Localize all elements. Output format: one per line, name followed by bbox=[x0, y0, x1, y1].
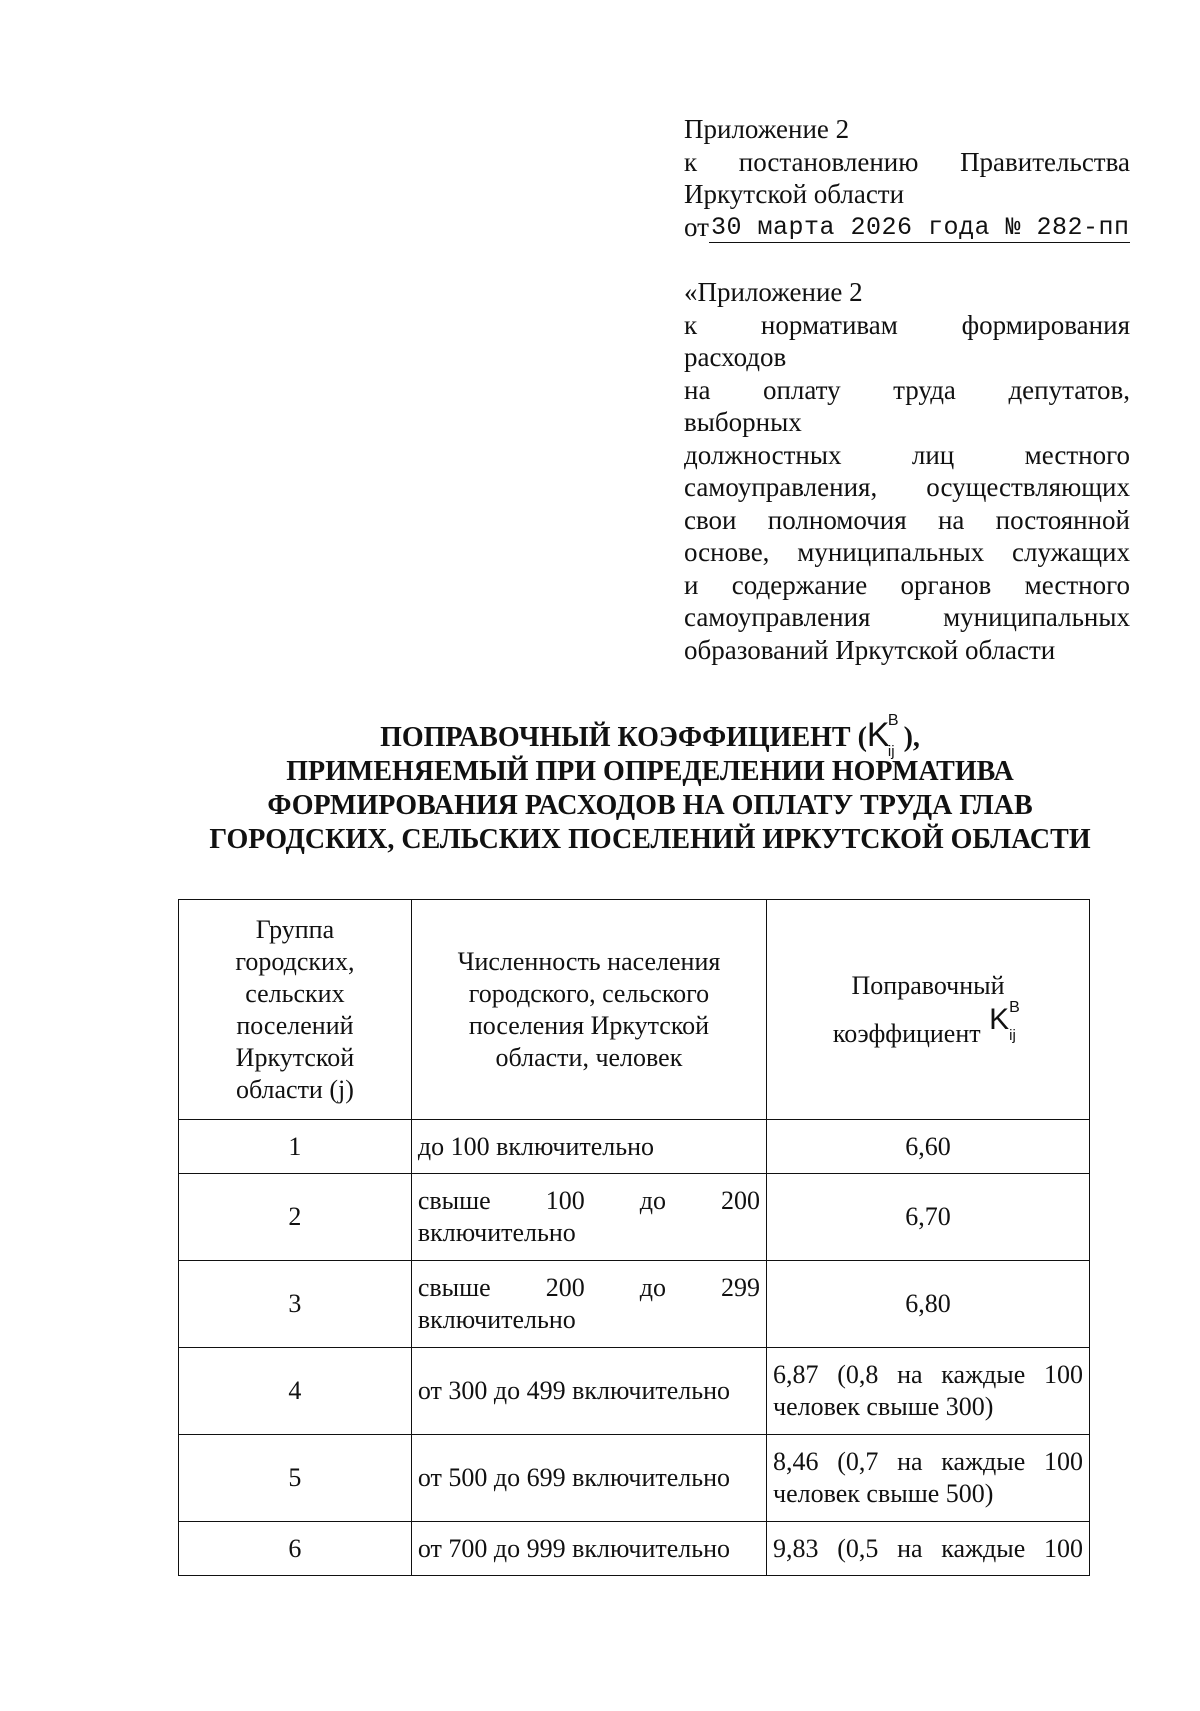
cell-line bbox=[773, 1446, 1083, 1478]
word: 9,83 bbox=[773, 1533, 819, 1563]
cell-population: от 500 до 699 включительно bbox=[411, 1435, 766, 1522]
quote-line-4 bbox=[684, 374, 1130, 407]
header-line: области (j) bbox=[235, 1074, 354, 1104]
word: основе, bbox=[684, 537, 770, 567]
header-line: поселения Иркутской bbox=[468, 1010, 710, 1040]
cell-group: 6 bbox=[179, 1522, 412, 1576]
word: самоуправления, bbox=[684, 472, 878, 502]
word: осуществляющих bbox=[926, 472, 1130, 502]
cell-coefficient: 6,70 bbox=[767, 1174, 1090, 1261]
cell-line: человек свыше 300) bbox=[773, 1392, 994, 1421]
table-row bbox=[179, 1174, 1090, 1261]
word: до bbox=[639, 1273, 666, 1302]
k-subscript: ij bbox=[887, 743, 895, 760]
header-line: области, человек bbox=[495, 1042, 683, 1072]
cell-population: до 100 включительно bbox=[411, 1120, 766, 1174]
quote-line-7 bbox=[684, 471, 1130, 504]
word: каждые bbox=[941, 1533, 1026, 1563]
word: 200 bbox=[545, 1273, 585, 1302]
cell-line: включительно bbox=[417, 1218, 576, 1247]
word: (0,8 bbox=[837, 1360, 879, 1389]
k-coefficient-symbol bbox=[866, 712, 904, 760]
document-title bbox=[150, 712, 1150, 857]
word: 8,46 bbox=[773, 1447, 819, 1476]
word: 100 bbox=[545, 1186, 585, 1215]
cell-line: человек свыше 500) bbox=[773, 1479, 994, 1508]
quote-line-1: «Приложение 2 bbox=[684, 277, 863, 307]
header-line: Иркутской bbox=[235, 1042, 355, 1072]
word: свыше bbox=[417, 1273, 491, 1302]
appendix-date-line bbox=[684, 211, 1130, 244]
title-line-3: ФОРМИРОВАНИЯ РАСХОДОВ НА ОПЛАТУ ТРУДА ГЛАВ bbox=[267, 790, 1033, 821]
cell-group: 5 bbox=[179, 1435, 412, 1522]
word: каждые bbox=[941, 1360, 1026, 1389]
word: на bbox=[937, 504, 965, 535]
table-header-row bbox=[179, 900, 1090, 1120]
appendix-line-2 bbox=[684, 146, 1130, 179]
word: Правительства bbox=[960, 146, 1130, 177]
cell-group: 4 bbox=[179, 1348, 412, 1435]
word: оплату bbox=[762, 374, 841, 405]
word: (0,7 bbox=[837, 1447, 879, 1476]
table-row bbox=[179, 1435, 1090, 1522]
word: постановлению bbox=[738, 146, 919, 177]
word: на bbox=[897, 1533, 923, 1563]
cell-coefficient: 6,80 bbox=[767, 1261, 1090, 1348]
table-row bbox=[179, 1261, 1090, 1348]
word: 6,87 bbox=[773, 1360, 819, 1389]
table-row bbox=[179, 1522, 1090, 1576]
word: на bbox=[897, 1447, 923, 1476]
cell-line bbox=[773, 1359, 1083, 1391]
header-line: поселений bbox=[236, 1010, 354, 1040]
title-text: ПОПРАВОЧНЫЙ КОЭФФИЦИЕНТ ( bbox=[380, 722, 867, 753]
quote-line-5: выборных bbox=[684, 407, 802, 437]
word: муниципальных bbox=[943, 602, 1130, 632]
quote-line-3: расходов bbox=[684, 342, 787, 372]
table-row bbox=[179, 1120, 1090, 1174]
word: 200 bbox=[721, 1186, 761, 1215]
appendix-line-1: Приложение 2 bbox=[684, 114, 850, 144]
cell-line bbox=[418, 1272, 760, 1304]
header-line: городского, сельского bbox=[468, 978, 710, 1008]
appendix-quote bbox=[684, 276, 1130, 666]
word: к bbox=[684, 309, 698, 340]
word: депутатов, bbox=[1008, 374, 1130, 405]
cell-line: включительно bbox=[417, 1305, 576, 1334]
word: 100 bbox=[1043, 1533, 1083, 1563]
table-row bbox=[179, 1348, 1090, 1435]
quote-line-2 bbox=[684, 309, 1130, 342]
word: местного bbox=[1024, 439, 1130, 470]
title-line-2: ПРИМЕНЯЕМЫЙ ПРИ ОПРЕДЕЛЕНИИ НОРМАТИВА bbox=[286, 756, 1014, 787]
word: муниципальных bbox=[797, 537, 985, 567]
word: до bbox=[639, 1186, 666, 1215]
k-superscript: В bbox=[1009, 998, 1020, 1016]
quote-line-9 bbox=[684, 536, 1130, 569]
word: 100 bbox=[1043, 1360, 1083, 1389]
word: служащих bbox=[1012, 537, 1130, 567]
k-letter: K bbox=[866, 716, 890, 754]
cell-population bbox=[411, 1261, 766, 1348]
header-line bbox=[773, 998, 1083, 1050]
quote-line-6 bbox=[684, 439, 1130, 472]
appendix-header bbox=[684, 113, 1130, 243]
word: нормативам bbox=[760, 309, 898, 340]
word: свои bbox=[684, 504, 737, 535]
cell-coefficient bbox=[767, 1522, 1090, 1576]
word: каждые bbox=[941, 1447, 1026, 1476]
word: труда bbox=[893, 374, 956, 405]
word: на bbox=[897, 1360, 923, 1389]
k-letter: K bbox=[989, 1002, 1010, 1036]
word: (0,5 bbox=[837, 1533, 879, 1563]
cell-coefficient bbox=[767, 1435, 1090, 1522]
cell-group: 3 bbox=[179, 1261, 412, 1348]
cell-population: от 300 до 499 включительно bbox=[411, 1348, 766, 1435]
header-coefficient bbox=[767, 900, 1090, 1120]
cell-coefficient: 6,60 bbox=[767, 1120, 1090, 1174]
word: местного bbox=[1024, 569, 1130, 600]
word: 100 bbox=[1043, 1447, 1083, 1476]
k-coefficient-symbol bbox=[987, 998, 1023, 1044]
header-line: Группа bbox=[255, 914, 335, 944]
quote-line-12: образований Иркутской области bbox=[684, 634, 1056, 665]
date-value: 30 марта 2026 года № 282-пп bbox=[710, 213, 1130, 242]
word: лиц bbox=[911, 439, 955, 470]
word: постоянной bbox=[995, 504, 1130, 535]
appendix-line-3: Иркутской области bbox=[684, 179, 905, 209]
word: самоуправления bbox=[684, 602, 871, 632]
cell-population: от 700 до 999 включительно bbox=[411, 1522, 766, 1576]
quote-line-10 bbox=[684, 569, 1130, 602]
word: свыше bbox=[417, 1186, 491, 1215]
date-prefix: от bbox=[684, 211, 709, 242]
header-text: коэффициент bbox=[832, 1018, 981, 1048]
quote-line-8 bbox=[684, 504, 1130, 537]
header-population bbox=[411, 900, 766, 1120]
word: органов bbox=[900, 569, 992, 600]
word: содержание bbox=[731, 569, 868, 600]
word: формирования bbox=[961, 309, 1130, 340]
coefficient-table bbox=[178, 899, 1090, 1576]
word: 299 bbox=[721, 1273, 761, 1302]
title-line-4: ГОРОДСКИХ, СЕЛЬСКИХ ПОСЕЛЕНИЙ ИРКУТСКОЙ ОБЛАСТИ bbox=[209, 824, 1091, 855]
header-line: городских, bbox=[235, 946, 355, 976]
cell-coefficient bbox=[767, 1348, 1090, 1435]
title-line-1 bbox=[150, 712, 1150, 760]
cell-line bbox=[773, 1533, 1083, 1565]
cell-line bbox=[418, 1185, 760, 1217]
cell-group: 2 bbox=[179, 1174, 412, 1261]
word: должностных bbox=[684, 439, 842, 470]
word: и bbox=[684, 569, 699, 600]
title-text: ), bbox=[903, 722, 920, 753]
k-superscript: В bbox=[887, 712, 899, 729]
header-line: Численность населения bbox=[457, 946, 721, 976]
word: на bbox=[684, 374, 711, 405]
header-group bbox=[179, 900, 412, 1120]
cell-group: 1 bbox=[179, 1120, 412, 1174]
header-line: Поправочный bbox=[851, 970, 1005, 1000]
header-line: сельских bbox=[245, 978, 345, 1008]
word: полномочия bbox=[767, 504, 907, 535]
cell-population bbox=[411, 1174, 766, 1261]
quote-line-11 bbox=[684, 601, 1130, 634]
word: к bbox=[684, 146, 698, 177]
k-subscript: ij bbox=[1009, 1026, 1016, 1044]
